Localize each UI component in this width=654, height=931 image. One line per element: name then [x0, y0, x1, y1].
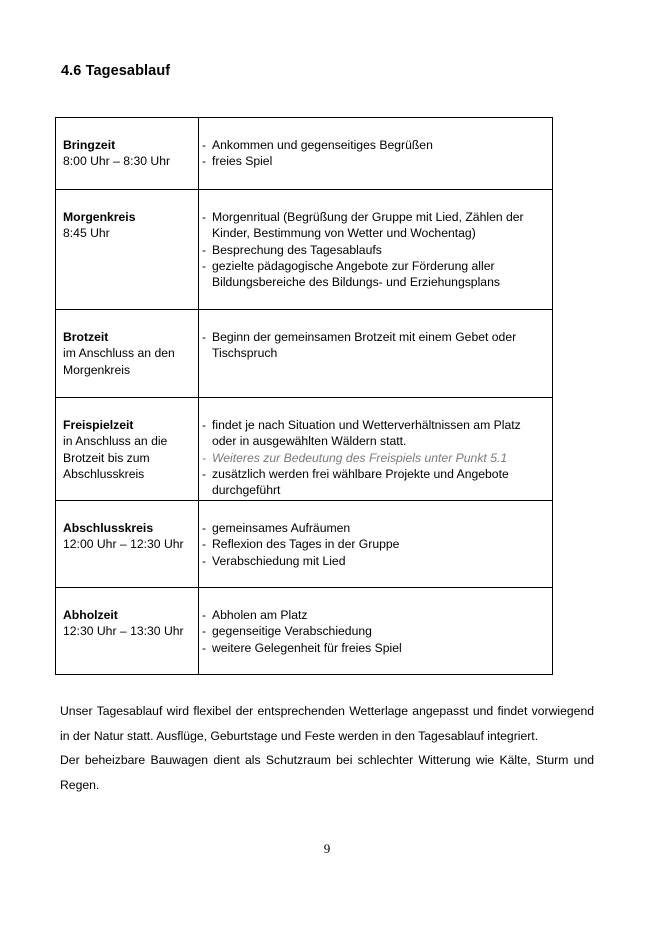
table-row: [56, 190, 553, 310]
phase-title: Freispielzeit: [63, 418, 134, 432]
activities-cell: [199, 190, 553, 310]
list-item: - Beginn der gemeinsamen Brotzeit mit einem Gebet oder Tischspruch: [202, 329, 546, 362]
phase-title: Abholzeit: [63, 608, 118, 622]
activities-cell: [199, 588, 553, 675]
phase-title: Brotzeit: [63, 330, 109, 344]
page-number: 9: [323, 841, 331, 856]
list-item: - gezielte pädagogische Angebote zur Förderung aller Bildungsbereiche des Bildungs- und Erziehungsplans: [202, 258, 546, 291]
table-row: [56, 118, 553, 190]
phase-cell: [56, 588, 199, 675]
list-item: - Verabschiedung mit Lied: [202, 553, 546, 569]
table-row: [56, 310, 553, 398]
list-item: - Besprechung des Tagesablaufs: [202, 242, 546, 258]
list-item: - findet je nach Situation und Wetterverhältnissen am Platz oder in ausgewählten Wäldern statt.: [202, 417, 546, 450]
phase-cell: [56, 118, 199, 190]
phase-time: 12:00 Uhr – 12:30 Uhr: [63, 537, 184, 552]
activities-cell: [199, 310, 553, 398]
cross-reference-note: - Weiteres zur Bedeutung des Freispiels unter Punkt 5.1: [202, 450, 546, 466]
activity-list: [202, 520, 546, 569]
list-item: - Morgenritual (Begrüßung der Gruppe mit Lied, Zählen der Kinder, Bestimmung von Wetter und Wochentag): [202, 209, 546, 242]
section-heading: 4.6 Tagesablauf: [61, 63, 171, 79]
list-item: - Abholen am Platz: [202, 607, 546, 623]
list-item: - gemeinsames Aufräumen: [202, 520, 546, 536]
phase-cell: [56, 398, 199, 501]
phase-time: 8:45 Uhr: [63, 226, 110, 241]
table-row: [56, 588, 553, 675]
list-item: - gegenseitige Verabschiedung: [202, 623, 546, 639]
list-item: - weitere Gelegenheit für freies Spiel: [202, 640, 546, 656]
list-item: - Reflexion des Tages in der Gruppe: [202, 536, 546, 552]
phase-title: Bringzeit: [63, 138, 116, 152]
body-paragraph: Der beheizbare Bauwagen dient als Schutzraum bei schlechter Witterung wie Kälte, Sturm und Regen.: [60, 753, 594, 792]
list-item: - Ankommen und gegenseitiges Begrüßen: [202, 137, 546, 153]
body-paragraph: Unser Tagesablauf wird flexibel der entsprechenden Wetterlage angepasst und findet vorwiegend in der Natur statt. Ausflüge, Geburtstage und Feste werden in den Tagesablauf integriert.: [60, 704, 594, 743]
phase-time: 8:00 Uhr – 8:30 Uhr: [63, 154, 171, 169]
activity-list: [202, 607, 546, 656]
phase-title: Morgenkreis: [63, 210, 136, 224]
activity-list: [202, 209, 546, 290]
activity-list: [202, 417, 546, 498]
phase-title: Abschlusskreis: [63, 521, 154, 535]
phase-cell: [56, 310, 199, 398]
phase-time: in Anschluss an die Brotzeit bis zum Abschlusskreis: [63, 434, 168, 481]
phase-cell: [56, 190, 199, 310]
phase-time: im Anschluss an den Morgenkreis: [63, 346, 175, 377]
activities-cell: [199, 501, 553, 588]
list-item: - zusätzlich werden frei wählbare Projekte und Angebote durchgeführt: [202, 466, 546, 499]
table-row: [56, 501, 553, 588]
phase-time: 12:30 Uhr – 13:30 Uhr: [63, 624, 184, 639]
activity-list: [202, 329, 546, 362]
activity-list: [202, 137, 546, 170]
table-row: [56, 398, 553, 501]
list-item: - freies Spiel: [202, 153, 546, 169]
daily-schedule-table: [55, 117, 553, 675]
phase-cell: [56, 501, 199, 588]
activities-cell: [199, 398, 553, 501]
activities-cell: [199, 118, 553, 190]
